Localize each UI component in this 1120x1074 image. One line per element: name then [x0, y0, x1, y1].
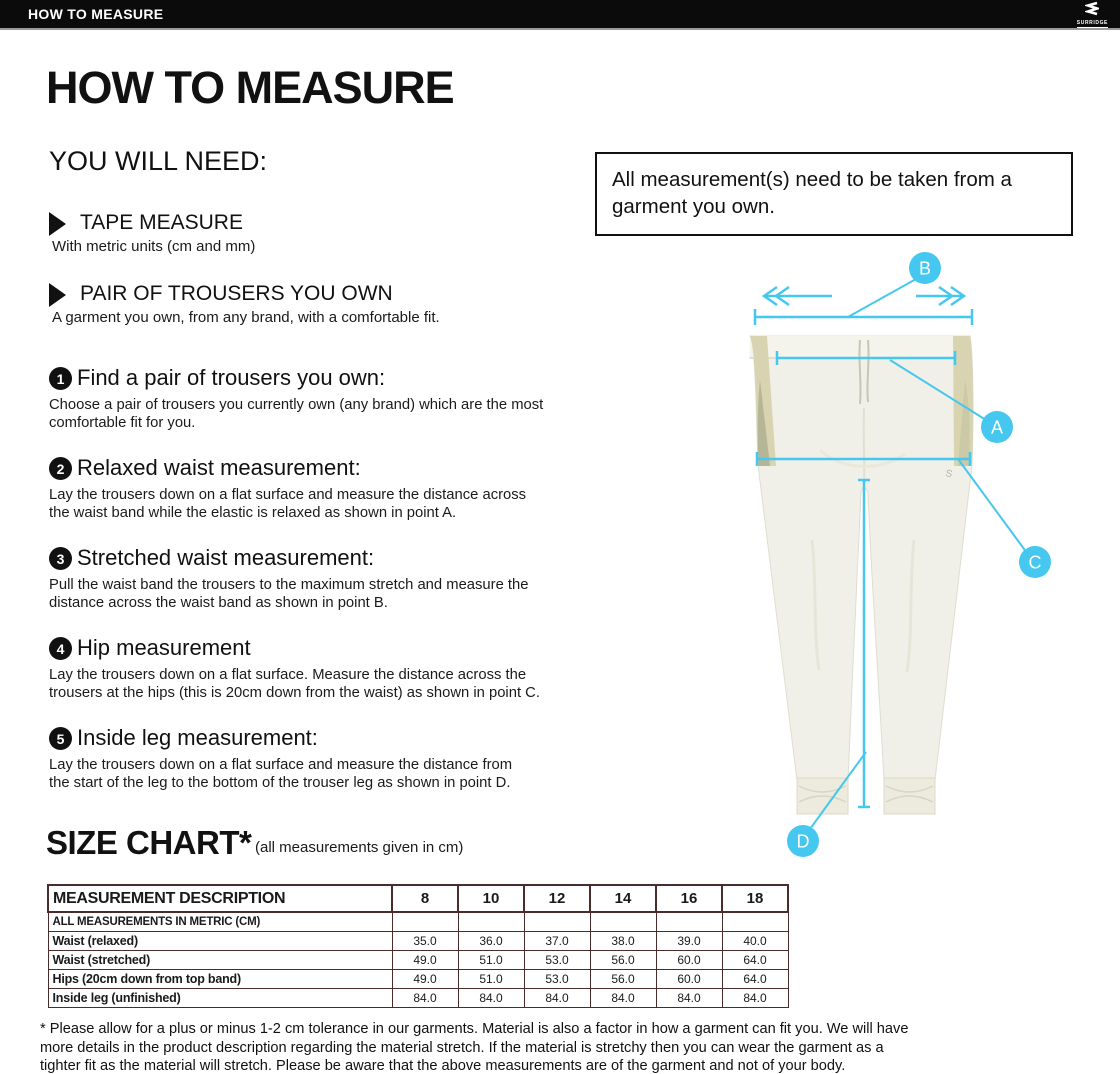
- column-header: 14: [590, 885, 656, 912]
- cell-value: 84.0: [590, 989, 656, 1008]
- cell-value: 37.0: [524, 932, 590, 951]
- column-header: 16: [656, 885, 722, 912]
- column-header: 10: [458, 885, 524, 912]
- step-number-badge: 4: [49, 637, 72, 660]
- step-number-badge: 2: [49, 457, 72, 480]
- cell-value: 84.0: [392, 989, 458, 1008]
- cell-value: 35.0: [392, 932, 458, 951]
- row-label: Hips (20cm down from top band): [48, 970, 392, 989]
- size-chart-table: [47, 884, 789, 1008]
- footnote: * Please allow for a plus or minus 1-2 cm tolerance in our garments. Material is also a factor in how a garment can fit you. We will have more details in the product description regarding the material stretch. If the material is stretchy then you can wear the garment as a tighter fit as the material will stretch. Please be aware that the above measurements are of the garment and not of your body.: [40, 1021, 909, 1074]
- need-item-label: PAIR OF TROUSERS YOU OWN: [80, 282, 393, 305]
- step-number-badge: 1: [49, 367, 72, 390]
- marker-b-label: B: [918, 258, 932, 279]
- step-body: Lay the trousers down on a flat surface. Measure the distance across the trousers at the hips (this is 20cm down from the waist) as shown in point C.: [49, 667, 540, 701]
- measurement-note-box: All measurement(s) need to be taken from a garment you own.: [595, 152, 1073, 236]
- trousers-measurement-diagram: [700, 240, 1120, 880]
- column-header: 12: [524, 885, 590, 912]
- cell-value: 60.0: [656, 951, 722, 970]
- cell-value: 64.0: [722, 951, 788, 970]
- table-row: [48, 932, 788, 951]
- step-body: Choose a pair of trousers you currently own (any brand) which are the most comfortable fit for you.: [49, 397, 544, 431]
- metric-note-cell: ALL MEASUREMENTS IN METRIC (CM): [48, 912, 392, 932]
- cell-value: 49.0: [392, 970, 458, 989]
- step-heading: Relaxed waist measurement:: [77, 455, 361, 480]
- row-label: Waist (stretched): [48, 951, 392, 970]
- cell-value: 60.0: [656, 970, 722, 989]
- row-label: Waist (relaxed): [48, 932, 392, 951]
- step-body: Pull the waist band the trousers to the maximum stretch and measure the distance across the waist band as shown in point B.: [49, 577, 529, 611]
- step-number-badge: 3: [49, 547, 72, 570]
- cell-value: 53.0: [524, 970, 590, 989]
- cell-value: 84.0: [524, 989, 590, 1008]
- top-bar: [0, 0, 1120, 30]
- cell-value: 49.0: [392, 951, 458, 970]
- cell-value: 39.0: [656, 932, 722, 951]
- table-row: [48, 970, 788, 989]
- cell-value: 51.0: [458, 951, 524, 970]
- cell-value: 56.0: [590, 951, 656, 970]
- step-heading: Hip measurement: [77, 635, 251, 660]
- cell-value: 84.0: [656, 989, 722, 1008]
- marker-a-label: A: [990, 417, 1004, 438]
- step-heading: Find a pair of trousers you own:: [77, 365, 386, 390]
- play-triangle-icon: [49, 212, 66, 236]
- table-header-row: [48, 885, 788, 912]
- trousers-illustration: [750, 336, 974, 814]
- table-row: [48, 912, 788, 932]
- marker-c-label: C: [1028, 552, 1042, 573]
- surridge-s-icon: [1085, 1, 1099, 20]
- cell-value: 64.0: [722, 970, 788, 989]
- column-header: MEASUREMENT DESCRIPTION: [48, 885, 392, 912]
- step-number-badge: 5: [49, 727, 72, 750]
- play-triangle-icon: [49, 283, 66, 307]
- step-heading: Stretched waist measurement:: [77, 545, 375, 570]
- marker-d-label: D: [796, 831, 810, 852]
- cell-value: 53.0: [524, 951, 590, 970]
- cell-value: 84.0: [458, 989, 524, 1008]
- need-item-description: With metric units (cm and mm): [52, 238, 256, 255]
- row-label: Inside leg (unfinished): [48, 989, 392, 1008]
- cell-value: 40.0: [722, 932, 788, 951]
- step-body: Lay the trousers down on a flat surface and measure the distance across the waist band while the elastic is relaxed as shown in point A.: [49, 487, 527, 521]
- table-row: [48, 951, 788, 970]
- size-chart-heading: SIZE CHART*: [46, 824, 252, 861]
- need-section-heading: YOU WILL NEED:: [49, 146, 268, 176]
- top-bar-title: HOW TO MEASURE: [28, 6, 164, 22]
- brand-name: SURRIDGE: [1076, 20, 1108, 26]
- step-heading: Inside leg measurement:: [77, 725, 318, 750]
- trousers-logo-mark: S: [944, 468, 954, 481]
- cell-value: 51.0: [458, 970, 524, 989]
- table-row: [48, 989, 788, 1008]
- cell-value: 38.0: [590, 932, 656, 951]
- need-item-label: TAPE MEASURE: [80, 211, 243, 234]
- cell-value: 36.0: [458, 932, 524, 951]
- cell-value: 56.0: [590, 970, 656, 989]
- cell-value: 84.0: [722, 989, 788, 1008]
- step-body: Lay the trousers down on a flat surface and measure the distance from the start of the leg to the bottom of the trouser leg as shown in point D.: [49, 757, 513, 791]
- brand-logo: [1077, 1, 1108, 28]
- column-header: 8: [392, 885, 458, 912]
- size-chart-subheading: (all measurements given in cm): [255, 839, 464, 856]
- need-item-description: A garment you own, from any brand, with a comfortable fit.: [52, 309, 440, 326]
- page-title: HOW TO MEASURE: [46, 62, 454, 113]
- column-header: 18: [722, 885, 788, 912]
